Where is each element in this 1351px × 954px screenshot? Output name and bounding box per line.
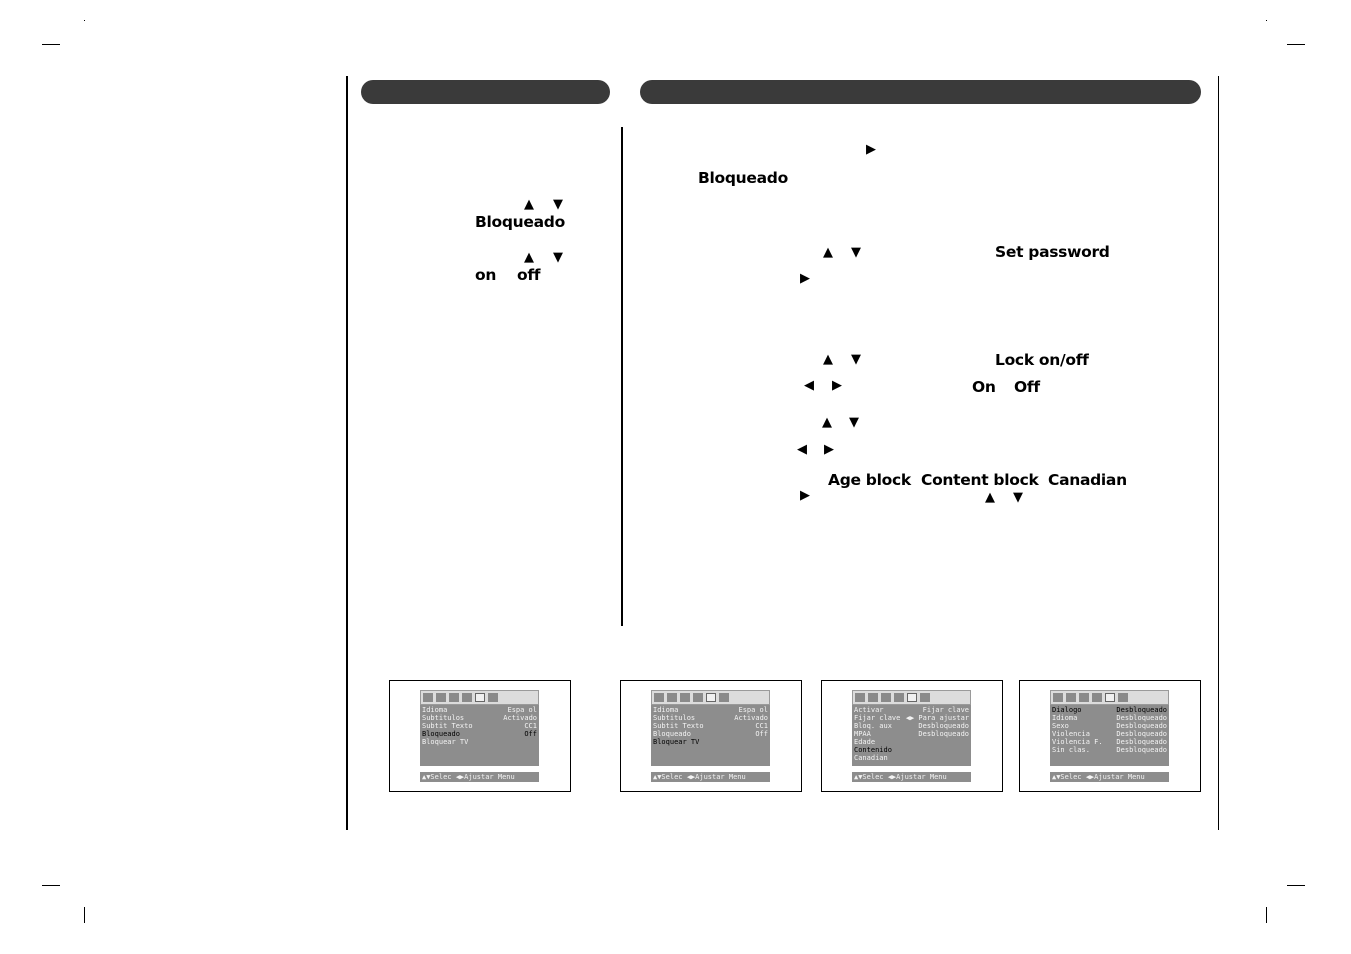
up-arrow-icon: ▲ [985, 490, 995, 505]
osd-row-value: Off [755, 730, 768, 738]
osd-menu-row [653, 706, 768, 714]
osd-row-label: Idioma [1052, 714, 1078, 722]
down-arrow-icon: ▼ [851, 352, 861, 367]
age-block-label: Age block [828, 471, 911, 489]
tv-screen-3 [821, 680, 1003, 792]
osd-row-label: Violencia [1052, 730, 1090, 738]
osd-row-label: Contenido [854, 746, 892, 754]
osd-row-label: Subtitulos [653, 714, 696, 722]
menu-tab-icon [1092, 693, 1102, 702]
menu-tab-icon [680, 693, 690, 702]
osd-menu-row [422, 738, 537, 746]
right-arrow-icon: ▶ [824, 442, 834, 457]
osd-row-value: Desbloqueado [1116, 738, 1167, 746]
osd-row-value: Desbloqueado [1116, 706, 1167, 714]
osd-row-value: Desbloqueado [1116, 730, 1167, 738]
menu-tab-icon [907, 693, 917, 702]
osd-row-value: ◀▶ Para ajustar [905, 714, 969, 722]
osd-menu-row [653, 714, 768, 722]
up-arrow-icon: ▲ [823, 245, 833, 260]
right-arrow-icon: ▶ [800, 488, 810, 503]
osd-menu-row [854, 754, 969, 762]
menu-tab-icon [881, 693, 891, 702]
right-arrow-icon: ▶ [866, 142, 876, 157]
crop-mark [42, 44, 60, 45]
osd-row-label: Sin clas. [1052, 746, 1090, 754]
osd-row-value: Activado [734, 714, 768, 722]
osd-menu-row [653, 730, 768, 738]
osd-row-value: Desbloqueado [1116, 714, 1167, 722]
osd-body [651, 705, 770, 766]
osd-menu-row [653, 738, 768, 746]
osd-menu [852, 690, 971, 782]
tv-screen-4 [1019, 680, 1201, 792]
down-arrow-icon: ▼ [1013, 490, 1023, 505]
osd-row-value: Desbloqueado [918, 722, 969, 730]
content-block-label: Content block [921, 471, 1039, 489]
osd-row-label: Bloquear TV [422, 738, 469, 746]
osd-row-label: Subtit Texto [422, 722, 473, 730]
osd-row-label: Bloqueado [653, 730, 691, 738]
osd-icon-bar [852, 690, 971, 705]
right-arrow-icon: ▶ [800, 271, 810, 286]
osd-row-value: CC1 [524, 722, 537, 730]
menu-tab-icon [855, 693, 865, 702]
crop-dot [84, 20, 85, 21]
crop-mark [1287, 44, 1305, 45]
crop-mark [84, 907, 85, 923]
left-header-bar [361, 80, 610, 104]
osd-icon-bar [1050, 690, 1169, 705]
osd-menu [651, 690, 770, 782]
osd-menu [420, 690, 539, 782]
osd-row-value: Fijar clave [922, 706, 969, 714]
osd-body [1050, 705, 1169, 766]
menu-tab-icon [449, 693, 459, 702]
osd-footer: ▲▼Selec ◀▶Ajustar Menu [1050, 772, 1169, 782]
osd-menu-row [854, 738, 969, 746]
menu-tab-icon [436, 693, 446, 702]
osd-row-label: Dialogo [1052, 706, 1082, 714]
osd-row-label: Bloq. aux [854, 722, 892, 730]
osd-row-label: Bloquear TV [653, 738, 700, 746]
bloqueado-label: Bloqueado [698, 169, 788, 187]
osd-menu-row [854, 730, 969, 738]
osd-menu-row [854, 706, 969, 714]
up-arrow-icon: ▲ [524, 250, 534, 265]
up-arrow-icon: ▲ [524, 197, 534, 212]
osd-row-label: Bloqueado [422, 730, 460, 738]
osd-menu-row [1052, 722, 1167, 730]
down-arrow-icon: ▼ [553, 250, 563, 265]
osd-menu-row [1052, 730, 1167, 738]
osd-menu-row [854, 722, 969, 730]
canadian-label: Canadian [1048, 471, 1127, 489]
off-label: off [517, 266, 541, 284]
menu-tab-icon [1105, 693, 1115, 702]
osd-footer: ▲▼Selec ◀▶Ajustar Menu [852, 772, 971, 782]
menu-tab-icon [1079, 693, 1089, 702]
menu-tab-icon [667, 693, 677, 702]
osd-row-label: Fijar clave [854, 714, 901, 722]
osd-row-value: Espa ol [738, 706, 768, 714]
osd-row-label: Subtit Texto [653, 722, 704, 730]
osd-row-value: Espa ol [507, 706, 537, 714]
menu-tab-icon [706, 693, 716, 702]
up-arrow-icon: ▲ [823, 352, 833, 367]
osd-menu-row [422, 706, 537, 714]
osd-menu-row [1052, 706, 1167, 714]
osd-row-label: Idioma [653, 706, 679, 714]
osd-row-value: Off [524, 730, 537, 738]
down-arrow-icon: ▼ [553, 197, 563, 212]
osd-row-label: Canadian [854, 754, 888, 762]
crop-mark [42, 885, 60, 886]
left-margin-rule [346, 76, 348, 830]
osd-footer: ▲▼Selec ◀▶Ajustar Menu [651, 772, 770, 782]
set-password-label: Set password [995, 243, 1110, 261]
down-arrow-icon: ▼ [849, 415, 859, 430]
menu-tab-icon [1118, 693, 1128, 702]
osd-menu-row [422, 714, 537, 722]
menu-tab-icon [423, 693, 433, 702]
bloqueado-label: Bloqueado [475, 213, 565, 231]
osd-row-value: Desbloqueado [918, 730, 969, 738]
osd-row-value: Desbloqueado [1116, 746, 1167, 754]
lock-onoff-label: Lock on/off [995, 351, 1089, 369]
crop-mark [1287, 885, 1305, 886]
up-arrow-icon: ▲ [822, 415, 832, 430]
column-divider [621, 127, 623, 626]
osd-row-value: Desbloqueado [1116, 722, 1167, 730]
on-label: On [972, 378, 996, 396]
osd-menu-row [422, 722, 537, 730]
osd-icon-bar [420, 690, 539, 705]
osd-footer: ▲▼Selec ◀▶Ajustar Menu [420, 772, 539, 782]
menu-tab-icon [693, 693, 703, 702]
osd-row-value: Activado [503, 714, 537, 722]
osd-menu-row [653, 722, 768, 730]
tv-screen-2 [620, 680, 802, 792]
osd-row-label: Sexo [1052, 722, 1069, 730]
tv-screen-1 [389, 680, 571, 792]
osd-row-label: Violencia F. [1052, 738, 1103, 746]
osd-menu [1050, 690, 1169, 782]
osd-menu-row [422, 730, 537, 738]
osd-body [420, 705, 539, 766]
osd-menu-row [854, 714, 969, 722]
osd-menu-row [1052, 738, 1167, 746]
menu-tab-icon [488, 693, 498, 702]
osd-row-label: MPAA [854, 730, 871, 738]
osd-row-value: CC1 [755, 722, 768, 730]
menu-tab-icon [1053, 693, 1063, 702]
osd-menu-row [854, 746, 969, 754]
left-arrow-icon: ◀ [804, 378, 814, 393]
osd-row-label: Idioma [422, 706, 448, 714]
osd-row-label: Activar [854, 706, 884, 714]
menu-tab-icon [462, 693, 472, 702]
right-header-bar [640, 80, 1201, 104]
right-margin-rule [1218, 76, 1219, 830]
menu-tab-icon [1066, 693, 1076, 702]
osd-menu-row [1052, 714, 1167, 722]
osd-icon-bar [651, 690, 770, 705]
osd-body [852, 705, 971, 766]
osd-menu-row [1052, 746, 1167, 754]
crop-dot [1266, 20, 1267, 21]
menu-tab-icon [894, 693, 904, 702]
left-arrow-icon: ◀ [797, 442, 807, 457]
osd-row-label: Edade [854, 738, 876, 746]
off-label: Off [1014, 378, 1040, 396]
menu-tab-icon [654, 693, 664, 702]
on-label: on [475, 266, 497, 284]
down-arrow-icon: ▼ [851, 245, 861, 260]
menu-tab-icon [868, 693, 878, 702]
osd-row-label: Subtitulos [422, 714, 465, 722]
menu-tab-icon [475, 693, 485, 702]
menu-tab-icon [920, 693, 930, 702]
menu-tab-icon [719, 693, 729, 702]
crop-mark [1266, 907, 1267, 923]
right-arrow-icon: ▶ [832, 378, 842, 393]
